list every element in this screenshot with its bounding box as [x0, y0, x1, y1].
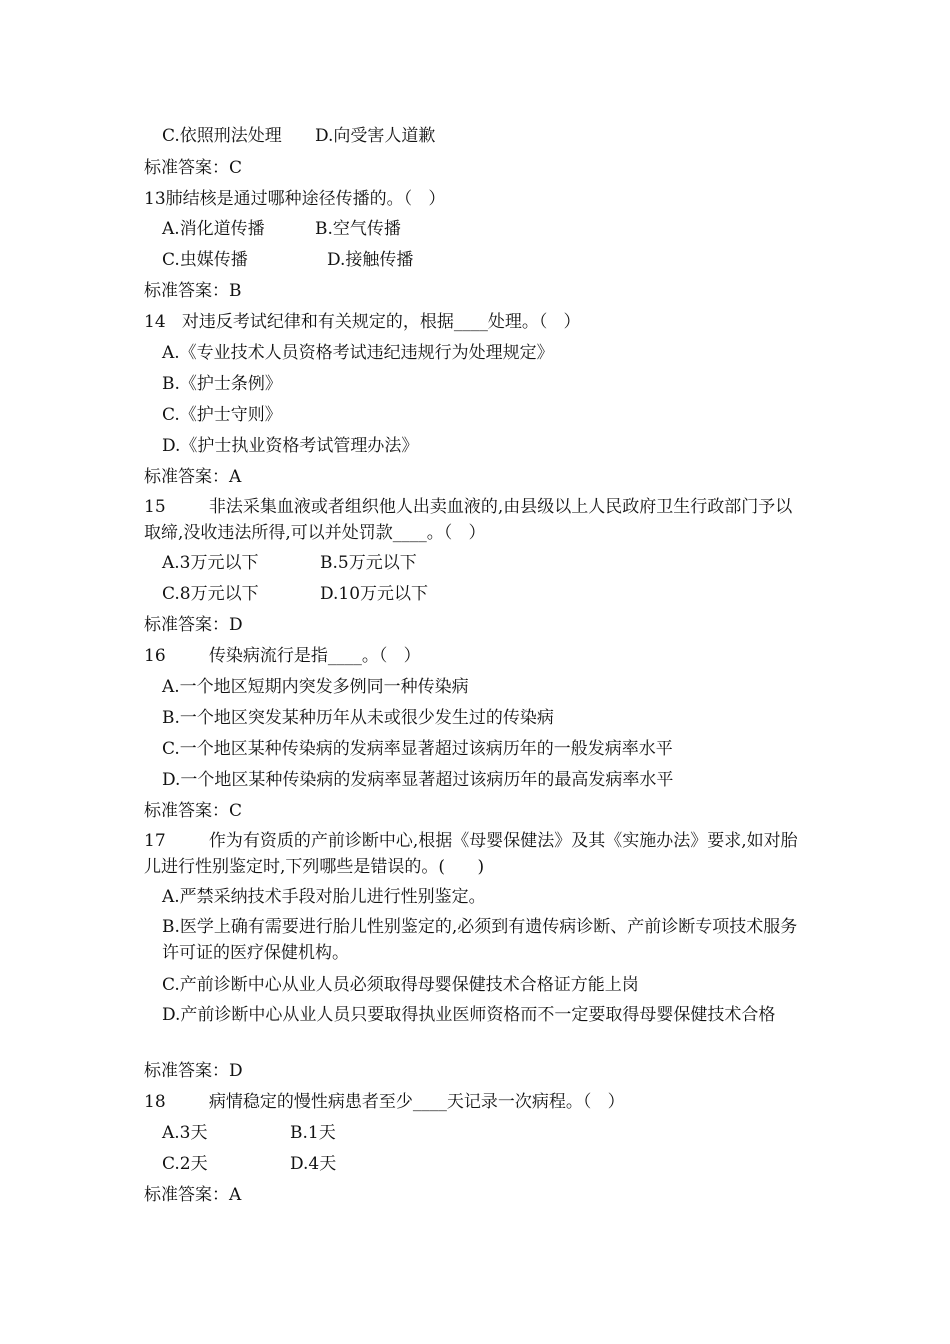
q13-question: 13肺结核是通过哪种途径传播的。（ ） [144, 189, 446, 209]
q18-question: 18 病情稳定的慢性病患者至少____天记录一次病程。（ ） [144, 1092, 625, 1112]
q17-option-c: C.产前诊断中心从业人员必须取得母婴保健技术合格证方能上岗 [162, 975, 639, 995]
q14-option-a: A.《专业技术人员资格考试违纪违规行为处理规定》 [162, 343, 554, 363]
q13-option-c: C.虫媒传播 [162, 250, 248, 270]
q14-question: 14 对违反考试纪律和有关规定的，根据____处理。（ ） [144, 312, 581, 332]
q15-option-b: B.5万元以下 [320, 553, 417, 573]
q15-question: 15 非法采集血液或者组织他人出卖血液的,由县级以上人民政府卫生行政部门予以取缔,没收违法所得,可以并处罚款____。（ ） [144, 497, 793, 543]
q12-answer: 标准答案：C [144, 158, 243, 178]
q16-option-d: D.一个地区某种传染病的发病率显著超过该病历年的最高发病率水平 [162, 770, 674, 790]
q14-answer: 标准答案：A [144, 467, 242, 487]
q17-option-d: D.产前诊断中心从业人员只要取得执业医师资格而不一定要取得母婴保健技术合格 [162, 1005, 776, 1025]
q17-answer: 标准答案：D [144, 1061, 243, 1081]
q18-option-c: C.2天 [162, 1154, 208, 1174]
q18-answer: 标准答案：A [144, 1185, 242, 1205]
q16-answer: 标准答案：C [144, 801, 243, 821]
q17-option-b: B.医学上确有需要进行胎儿性别鉴定的,必须到有遗传病诊断、产前诊断专项技术服务许可证的医疗保健机构。 [162, 917, 798, 963]
q18-option-a: A.3天 [162, 1123, 208, 1143]
q14-option-c: C.《护士守则》 [162, 405, 282, 425]
q13-option-d: D.接触传播 [327, 250, 414, 270]
q12-option-c: C.依照刑法处理 [162, 126, 282, 146]
q15-answer: 标准答案：D [144, 615, 243, 635]
q13-answer: 标准答案：B [144, 281, 242, 301]
q17-question: 17 作为有资质的产前诊断中心,根据《母婴保健法》及其《实施办法》要求,如对胎儿进行性别鉴定时,下列哪些是错误的。( ) [144, 831, 798, 877]
q15-option-a: A.3万元以下 [162, 553, 259, 573]
q12-option-d: D.向受害人道歉 [315, 126, 436, 146]
q16-option-b: B.一个地区突发某种历年从未或很少发生过的传染病 [162, 708, 554, 728]
q15-option-c: C.8万元以下 [162, 584, 259, 604]
q13-option-a: A.消化道传播 [162, 219, 265, 239]
q18-option-b: B.1天 [290, 1123, 336, 1143]
q16-option-c: C.一个地区某种传染病的发病率显著超过该病历年的一般发病率水平 [162, 739, 673, 759]
q18-option-d: D.4天 [290, 1154, 337, 1174]
q17-option-a: A.严禁采纳技术手段对胎儿进行性别鉴定。 [162, 887, 486, 907]
q16-option-a: A.一个地区短期内突发多例同一种传染病 [162, 677, 469, 697]
q13-option-b: B.空气传播 [315, 219, 401, 239]
q15-option-d: D.10万元以下 [320, 584, 429, 604]
q16-question: 16 传染病流行是指____。（ ） [144, 646, 421, 666]
q14-option-d: D.《护士执业资格考试管理办法》 [162, 436, 419, 456]
q14-option-b: B.《护士条例》 [162, 374, 282, 394]
